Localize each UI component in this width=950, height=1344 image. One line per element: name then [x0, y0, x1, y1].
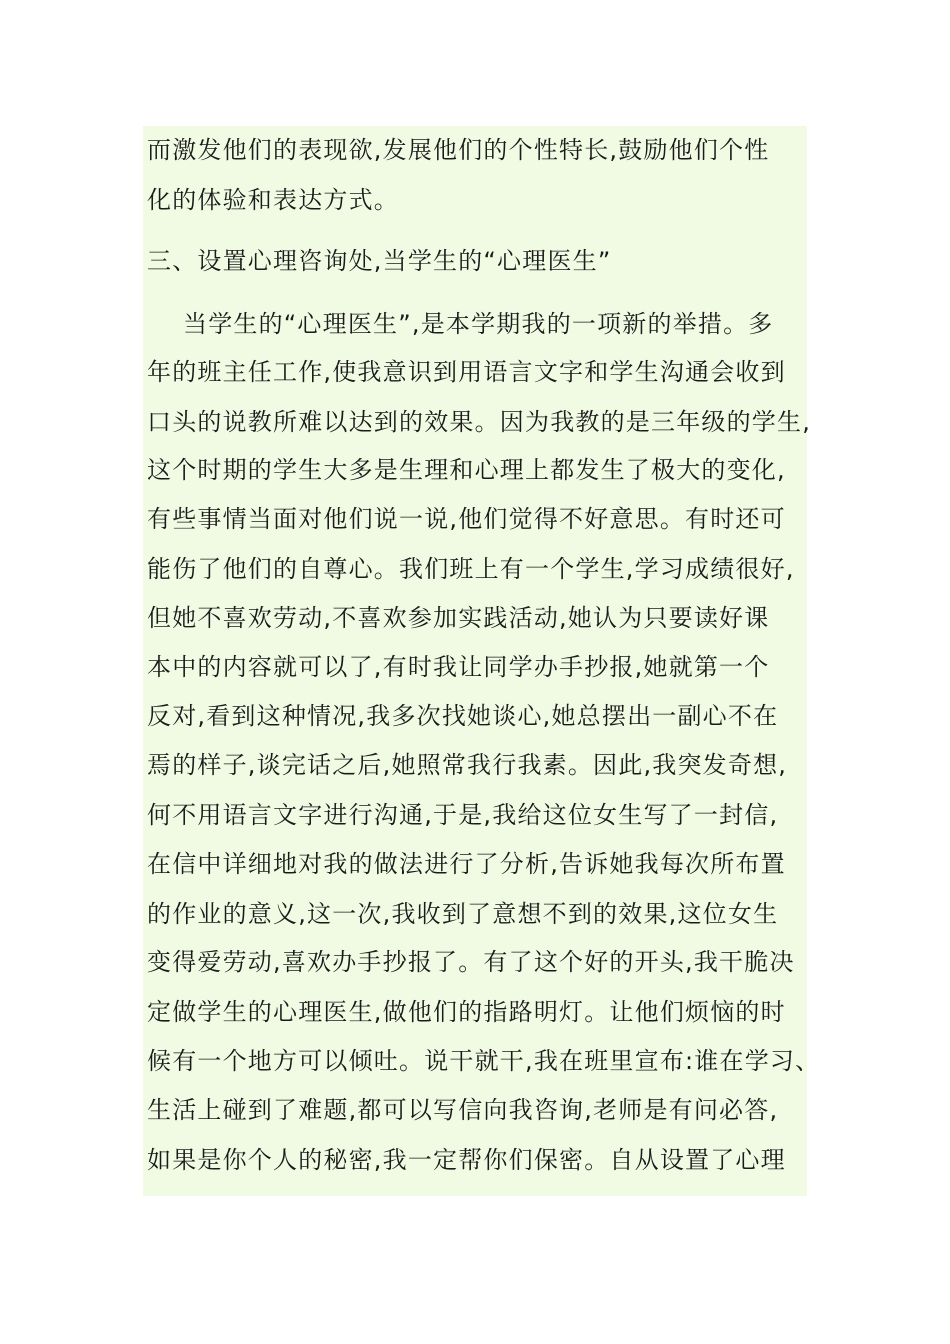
text-block: [143, 126, 821, 1196]
text-line: 年的班主任工作,使我意识到用语言文字和学生沟通会收到: [147, 358, 786, 386]
text-line: 在信中详细地对我的做法进行了分析,告诉她我每次所布置: [147, 850, 786, 878]
text-line: 而激发他们的表现欲,发展他们的个性特长,鼓励他们个性: [147, 136, 770, 164]
text-line: 变得爱劳动,喜欢办手抄报了。有了这个好的开头,我干脆决: [147, 948, 795, 976]
text-line: 但她不喜欢劳动,不喜欢参加实践活动,她认为只要读好课: [147, 604, 770, 632]
text-line: 何不用语言文字进行沟通,于是,我给这位女生写了一封信,: [147, 801, 779, 829]
text-line: 口头的说教所难以达到的效果。因为我教的是三年级的学生,: [147, 408, 812, 436]
text-line: 候有一个地方可以倾吐。说干就干,我在班里宣布:谁在学习、: [147, 1047, 821, 1075]
text-line: 反对,看到这种情况,我多次找她谈心,她总摆出一副心不在: [147, 702, 779, 730]
text-line: 的作业的意义,这一次,我收到了意想不到的效果,这位女生: [147, 900, 779, 928]
text-line: 如果是你个人的秘密,我一定帮你们保密。自从设置了心理: [147, 1146, 786, 1174]
text-line: 本中的内容就可以了,有时我让同学办手抄报,她就第一个: [147, 653, 770, 681]
text-line: 焉的样子,谈完话之后,她照常我行我素。因此,我突发奇想,: [147, 751, 788, 779]
text-line: 定做学生的心理医生,做他们的指路明灯。让他们烦恼的时: [147, 998, 786, 1026]
text-line: 当学生的“心理医生”,是本学期我的一项新的举措。多: [183, 310, 774, 338]
text-line: 这个时期的学生大多是生理和心理上都发生了极大的变化,: [147, 456, 786, 484]
text-line: 有些事情当面对他们说一说,他们觉得不好意思。有时还可: [147, 505, 786, 533]
section-heading: 三、设置心理咨询处,当学生的“心理医生”: [147, 247, 612, 275]
text-line: 能伤了他们的自尊心。我们班上有一个学生,学习成绩很好,: [147, 555, 795, 583]
text-line: 化的体验和表达方式。: [147, 186, 399, 214]
text-line: 生活上碰到了难题,都可以写信向我咨询,老师是有问必答,: [147, 1096, 779, 1124]
